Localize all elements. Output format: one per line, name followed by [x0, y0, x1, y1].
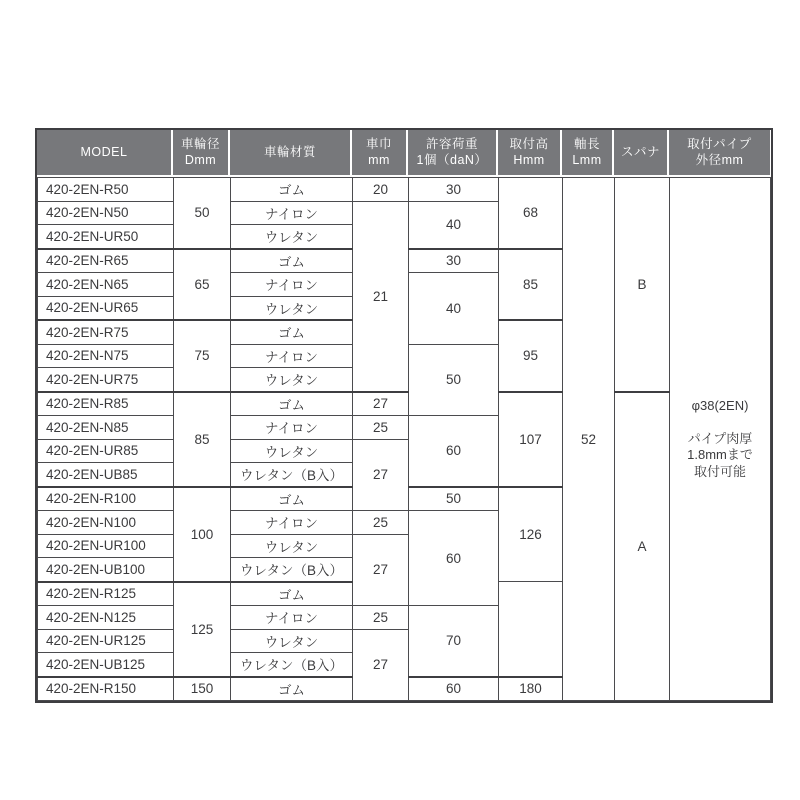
cell-width: 21	[353, 201, 409, 392]
cell-width: 20	[353, 178, 409, 202]
cell-model: 420-2EN-N100	[38, 511, 174, 535]
cell-model: 420-2EN-UR125	[38, 629, 174, 653]
column-header-axle: 軸長 Lmm	[562, 130, 614, 175]
cell-width: 25	[353, 606, 409, 630]
column-header-spanner: スパナ	[614, 130, 669, 175]
cell-width: 25	[353, 416, 409, 440]
cell-material: ウレタン（B入）	[231, 653, 353, 677]
cell-load: 40	[409, 273, 499, 345]
column-header-width: 車巾 mm	[352, 130, 408, 175]
cell-diameter: 150	[174, 677, 231, 701]
column-header-model: MODEL	[37, 130, 173, 175]
cell-material: ゴム	[231, 487, 353, 511]
cell-model: 420-2EN-N50	[38, 201, 174, 225]
cell-model: 420-2EN-R150	[38, 677, 174, 701]
cell-material: ゴム	[231, 320, 353, 344]
cell-load: 70	[409, 606, 499, 677]
cell-load: 60	[409, 511, 499, 606]
cell-axle: 52	[563, 178, 615, 701]
cell-diameter: 85	[174, 392, 231, 487]
cell-model: 420-2EN-R75	[38, 320, 174, 344]
cell-material: ナイロン	[231, 606, 353, 630]
cell-model: 420-2EN-UR85	[38, 439, 174, 463]
cell-model: 420-2EN-UR100	[38, 534, 174, 558]
cell-model: 420-2EN-N65	[38, 273, 174, 297]
cell-material: ゴム	[231, 677, 353, 701]
cell-model: 420-2EN-N75	[38, 344, 174, 368]
cell-model: 420-2EN-R50	[38, 178, 174, 202]
cell-load: 30	[409, 249, 499, 273]
cell-material: ウレタン	[231, 225, 353, 249]
cell-material: ナイロン	[231, 273, 353, 297]
cell-height: 95	[499, 320, 563, 392]
cell-width: 27	[353, 392, 409, 416]
cell-material: ウレタン	[231, 534, 353, 558]
cell-model: 420-2EN-N85	[38, 416, 174, 440]
cell-material: ウレタン	[231, 629, 353, 653]
cell-height: 180	[499, 677, 563, 701]
cell-material: ナイロン	[231, 201, 353, 225]
cell-load: 50	[409, 344, 499, 416]
cell-material: ウレタン（B入）	[231, 558, 353, 582]
cell-height: 85	[499, 249, 563, 321]
spec-table	[35, 128, 773, 703]
cell-material: ナイロン	[231, 416, 353, 440]
cell-model: 420-2EN-UB100	[38, 558, 174, 582]
cell-material: ナイロン	[231, 344, 353, 368]
cell-model: 420-2EN-R125	[38, 582, 174, 606]
cell-diameter: 50	[174, 178, 231, 249]
column-header-pipe: 取付パイプ 外径mm	[669, 130, 770, 175]
table-row	[38, 178, 771, 202]
cell-model: 420-2EN-UR50	[38, 225, 174, 249]
cell-diameter: 65	[174, 249, 231, 321]
table-row	[38, 392, 771, 416]
cell-height: 68	[499, 178, 563, 249]
cell-width: 25	[353, 511, 409, 535]
cell-load: 60	[409, 677, 499, 701]
spec-table-body	[37, 177, 771, 701]
cell-material: ウレタン（B入）	[231, 463, 353, 487]
cell-model: 420-2EN-R65	[38, 249, 174, 273]
cell-material: ウレタン	[231, 368, 353, 392]
cell-model: 420-2EN-R85	[38, 392, 174, 416]
cell-diameter: 75	[174, 320, 231, 392]
column-header-height: 取付高 Hmm	[498, 130, 562, 175]
cell-load: 30	[409, 178, 499, 202]
cell-height: 126	[499, 487, 563, 582]
column-header-material: 車輪材質	[230, 130, 352, 175]
cell-material: ナイロン	[231, 511, 353, 535]
cell-material: ゴム	[231, 249, 353, 273]
cell-diameter: 125	[174, 582, 231, 677]
cell-width: 27	[353, 534, 409, 606]
cell-model: 420-2EN-UB125	[38, 653, 174, 677]
column-header-load: 許容荷重 1個（daN）	[408, 130, 498, 175]
cell-material: ゴム	[231, 178, 353, 202]
cell-load: 50	[409, 487, 499, 511]
cell-model: 420-2EN-UR65	[38, 296, 174, 320]
cell-diameter: 100	[174, 487, 231, 582]
cell-model: 420-2EN-N125	[38, 606, 174, 630]
cell-material: ウレタン	[231, 296, 353, 320]
cell-material: ウレタン	[231, 439, 353, 463]
cell-pipe: φ38(2EN) パイプ肉厚 1.8mmまで 取付可能	[670, 178, 771, 701]
cell-spanner: B	[615, 178, 670, 392]
column-header-diameter: 車輪径 Dmm	[173, 130, 230, 175]
cell-load: 60	[409, 416, 499, 487]
spec-table-header	[37, 130, 771, 177]
cell-load: 40	[409, 201, 499, 249]
cell-model: 420-2EN-UR75	[38, 368, 174, 392]
cell-width: 27	[353, 439, 409, 511]
cell-material: ゴム	[231, 582, 353, 606]
cell-height: 107	[499, 392, 563, 487]
cell-material: ゴム	[231, 392, 353, 416]
cell-model: 420-2EN-R100	[38, 487, 174, 511]
cell-spanner: A	[615, 392, 670, 701]
cell-model: 420-2EN-UB85	[38, 463, 174, 487]
cell-width: 27	[353, 629, 409, 701]
